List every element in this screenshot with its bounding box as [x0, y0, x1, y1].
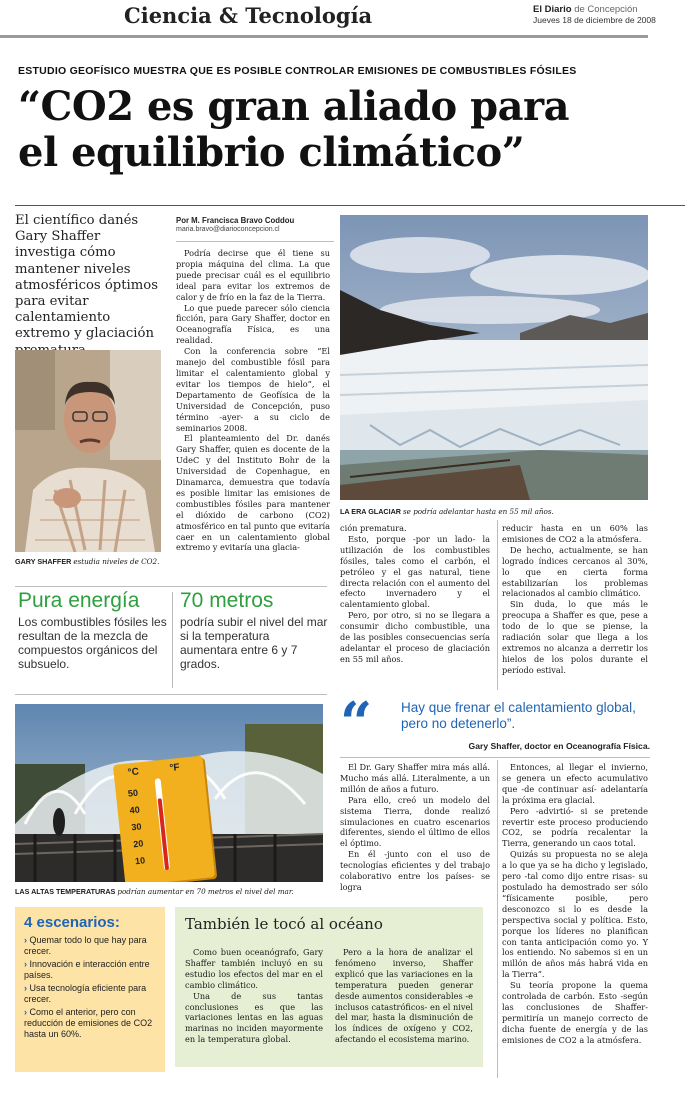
article-column-3-top — [502, 523, 648, 676]
thermometer-tick: 40 — [129, 804, 141, 816]
paragraph: ción prematura. — [340, 523, 407, 533]
paragraph: Para ello, creó un modelo del sistema Tierra, donde realizó simulaciones en cuatro escenarios diferentes, siendo el último de ellos el óptimo. — [340, 794, 490, 849]
highlight-text: Los combustibles fósiles les resultan de la mezcla de compuestos orgánicos del subsuelo. — [18, 615, 167, 671]
thermometer-tick: 20 — [132, 838, 144, 850]
byline-author: Por M. Francisca Bravo Coddou — [176, 216, 295, 225]
photo-gary-shaffer — [15, 350, 161, 552]
scenario-item — [24, 935, 156, 957]
scenario-text: Quemar todo lo que hay para crecer. — [24, 935, 147, 956]
paragraph: Entonces, al llegar el invierno, se genera un efecto acumulativo que -de continuar así- adelantaría la próxima era glacial. — [502, 762, 648, 805]
highlights-rule — [15, 586, 327, 587]
paragraph: Pero, por otro, si no se llegara a consumir dicho combustible, una de las posibles consecuencias sería adelantar el proceso de glaciación en 55 mil años. — [340, 610, 490, 664]
highlight-title: 70 metros — [180, 589, 274, 612]
paragraph: El Dr. Gary Shaffer mira más allá. Mucho más allá. Literalmente, a un millón de años a futuro. — [340, 762, 490, 794]
thermometer-scale-f: °F — [168, 762, 181, 775]
quote-rule — [340, 757, 650, 758]
thermometer-tube — [155, 778, 171, 870]
newspaper-name-light: de Concepción — [574, 4, 638, 15]
newspaper-name-strong: El Diario — [533, 4, 572, 15]
thermometer-tick: 10 — [134, 855, 146, 867]
highlight-70-metros — [180, 589, 330, 671]
bullet-arrow-icon: › — [24, 935, 27, 945]
scenario-item — [24, 1007, 156, 1040]
highlight-pura-energia — [18, 589, 168, 671]
thermometer-scale-c: °C — [127, 766, 140, 779]
caption-glacier-italic: se podría adelantar hasta en 55 mil años. — [402, 507, 554, 516]
issue-date: Jueves 18 de diciembre de 2008 — [533, 15, 656, 25]
ocean-title: También le tocó al océano — [185, 915, 383, 933]
paragraph: Como buen oceanógrafo, Gary Shaffer también incluyó en su estudio los efectos del mar en el cambio climático. — [185, 947, 323, 990]
paragraph: Su teoría propone la quema controlada de carbón. Esto -según las conclusiones de Shaffer- permitiría un manejo correcto de dicha fuente de energía y de las emisiones de CO2 a la atmósfera. — [502, 980, 648, 1045]
scenario-text: Como el anterior, pero con reducción de emisiones de CO2 hasta un 60%. — [24, 1007, 153, 1039]
photo-fountain — [15, 704, 323, 882]
highlights-bottom-rule — [15, 694, 327, 695]
paragraph: Quizás su propuesta no se aleja a lo que ya se ha dicho y legislado, pero -tal como dijo entre risas- su postulado ha demostrado ser sólo “físicamente posible, pero desconozco si lo es desde la perspectiva social y política. Esto, porque los líderes no planifican con tanta anticipación como yo. Y los entiendo. No sabemos si en un millón de años más habrá vida en la Tierra”. — [502, 849, 648, 980]
paragraph: Sin duda, lo que más le preocupa a Shaffer es que, pese a todo de lo que se piense, la radiación solar que llega a los extremos no alcanza a derretir los hielos de los polos durante el período estival. — [502, 599, 648, 675]
paragraph: En él -junto con el uso de tecnologías eficientes y del trabajo colaborativo entre los países- se logra — [340, 849, 490, 892]
ocean-column-1 — [185, 947, 323, 1045]
lead-paragraph: El científico danés Gary Shaffer investiga cómo mantener niveles atmosféricos óptimos para evitar calentamiento extremo y glaciación — [15, 213, 158, 342]
paragraph: Con la conferencia sobre “El manejo del combustible fósil para limitar el calentamiento global y evitar los tiempos de hielo”, el Departamento de Geofísica de la Universidad de Concepción, puso término -ayer- a su ciclo de seminarios 2008. — [176, 346, 330, 433]
caption-fountain — [15, 887, 335, 896]
highlight-title: Pura energía — [18, 589, 140, 612]
photo-glacier — [340, 215, 648, 500]
paragraph: Pero a la hora de analizar el fenómeno inverso, Shaffer explicó que las variaciones en la temperatura pueden generar desde aumentos considerables -e inclusos catastróficos- en el nivel del mar, hasta la disminución de los índices de oxígeno y CO2, afectando el ecosistema marino. — [335, 947, 473, 1045]
column-divider — [497, 760, 498, 1078]
byline — [176, 216, 334, 233]
pull-quote: Hay que frenar el calentamiento global, pero no detenerlo”. — [401, 700, 636, 731]
newspaper-name — [533, 4, 638, 15]
caption-shaffer-bold: GARY SHAFFER — [15, 557, 72, 566]
caption-fountain-bold: LAS ALTAS TEMPERATURAS — [15, 887, 116, 896]
caption-shaffer — [15, 557, 165, 566]
thermometer-icon — [113, 756, 215, 882]
scenario-text: Innovación e interacción entre países. — [24, 959, 150, 980]
paragraph: Esto, porque -por un lado- la utilización de los combustibles fósiles, tales como el carbón, el petróleo y el gas natural, tiene directa relación con el aumento del efecto invernadero y el calentamiento global. — [340, 533, 490, 610]
paragraph: De hecho, actualmente, se han logrado índices cercanos al 30%, lo que en cierta forma estabilizarían los problemas relacionados al cambio climático. — [502, 544, 648, 599]
highlights-divider — [172, 592, 173, 688]
caption-fountain-italic: podrían aumentar en 70 metros el nivel del mar. — [117, 887, 294, 896]
article-column-2-bottom — [340, 762, 490, 893]
pull-quote-attribution: Gary Shaffer, doctor en Oceanografía Física. — [468, 741, 650, 751]
scenario-item — [24, 959, 156, 981]
byline-rule — [176, 241, 334, 242]
article-column-3-bottom — [502, 762, 648, 1046]
column-divider — [497, 520, 498, 690]
article-column-1 — [176, 248, 330, 553]
scenarios-title: 4 escenarios: — [24, 914, 120, 931]
headline — [18, 84, 569, 176]
bullet-arrow-icon: › — [24, 983, 27, 993]
thermometer-tick: 50 — [127, 787, 139, 799]
scenario-item — [24, 983, 156, 1005]
caption-glacier — [340, 507, 660, 516]
page-header — [0, 0, 700, 40]
headline-line-2: el equilibrio climático” — [18, 129, 525, 176]
headline-line-1: “CO2 es gran aliado para — [18, 83, 569, 130]
headline-rule — [15, 205, 685, 206]
ocean-box — [175, 907, 483, 1067]
bullet-arrow-icon: › — [24, 959, 27, 969]
scenarios-box — [15, 907, 165, 1072]
paragraph: El planteamiento del Dr. danés Gary Shaffer, quien es docente de la UdeC y del Instituto Bohr de la Universidad de Copenhague, en Dinamarca, demuestra que todavía es posible limitar las emisiones de combustibles fósiles para mantener el dióxido de carbono (CO2) atmosférico en tal punto que evitaría caer en un calentamiento global extremo y evitaría una glacia- — [176, 433, 330, 553]
byline-email: maria.bravo@diarioconcepcion.cl — [176, 226, 280, 233]
header-rule — [0, 35, 648, 38]
kicker: ESTUDIO GEOFÍSICO MUESTRA QUE ES POSIBLE CONTROLAR EMISIONES DE COMBUSTIBLES FÓSILES — [18, 65, 577, 77]
scenario-text: Usa tecnología eficiente para crecer. — [24, 983, 147, 1004]
paragraph: Pero -advirtió- si se pretende revertir este proceso produciendo CO2, se podría recalentar la Tierra, generando un caos total. — [502, 805, 648, 849]
article-column-2-top — [340, 523, 490, 665]
ocean-column-2 — [335, 947, 473, 1045]
paragraph: Lo que puede parecer sólo ciencia ficción, para Gary Shaffer, doctor en Oceanografía Física, es una realidad. — [176, 302, 330, 346]
caption-shaffer-italic: estudia niveles de CO2. — [73, 557, 160, 566]
thermometer-mercury — [158, 798, 170, 870]
highlight-text: podría subir el nivel del mar si la temperatura aumentara entre 6 y 7 grados. — [180, 615, 328, 671]
paragraph: reducir hasta en un 60% las emisiones de CO2 a la atmósfera. — [502, 523, 648, 544]
thermometer-ticks — [127, 785, 146, 871]
paragraph: Una de sus tantas conclusiones es que las variaciones lentas en las aguas marinas no inciden mayormente en la temperatura global. — [185, 990, 323, 1045]
paragraph: Podría decirse que él tiene su propia máquina del clima. La que puede precisar cuál es el equilibrio ideal para evitar los extremos de calor y de frío en la faz de la Tierra. — [176, 248, 330, 302]
caption-glacier-bold: LA ERA GLACIAR — [340, 507, 401, 516]
bullet-arrow-icon: › — [24, 1007, 27, 1017]
thermometer-tick: 30 — [130, 821, 142, 833]
section-title: Ciencia & Tecnología — [124, 3, 373, 28]
quote-marks-icon: “ — [340, 690, 373, 756]
